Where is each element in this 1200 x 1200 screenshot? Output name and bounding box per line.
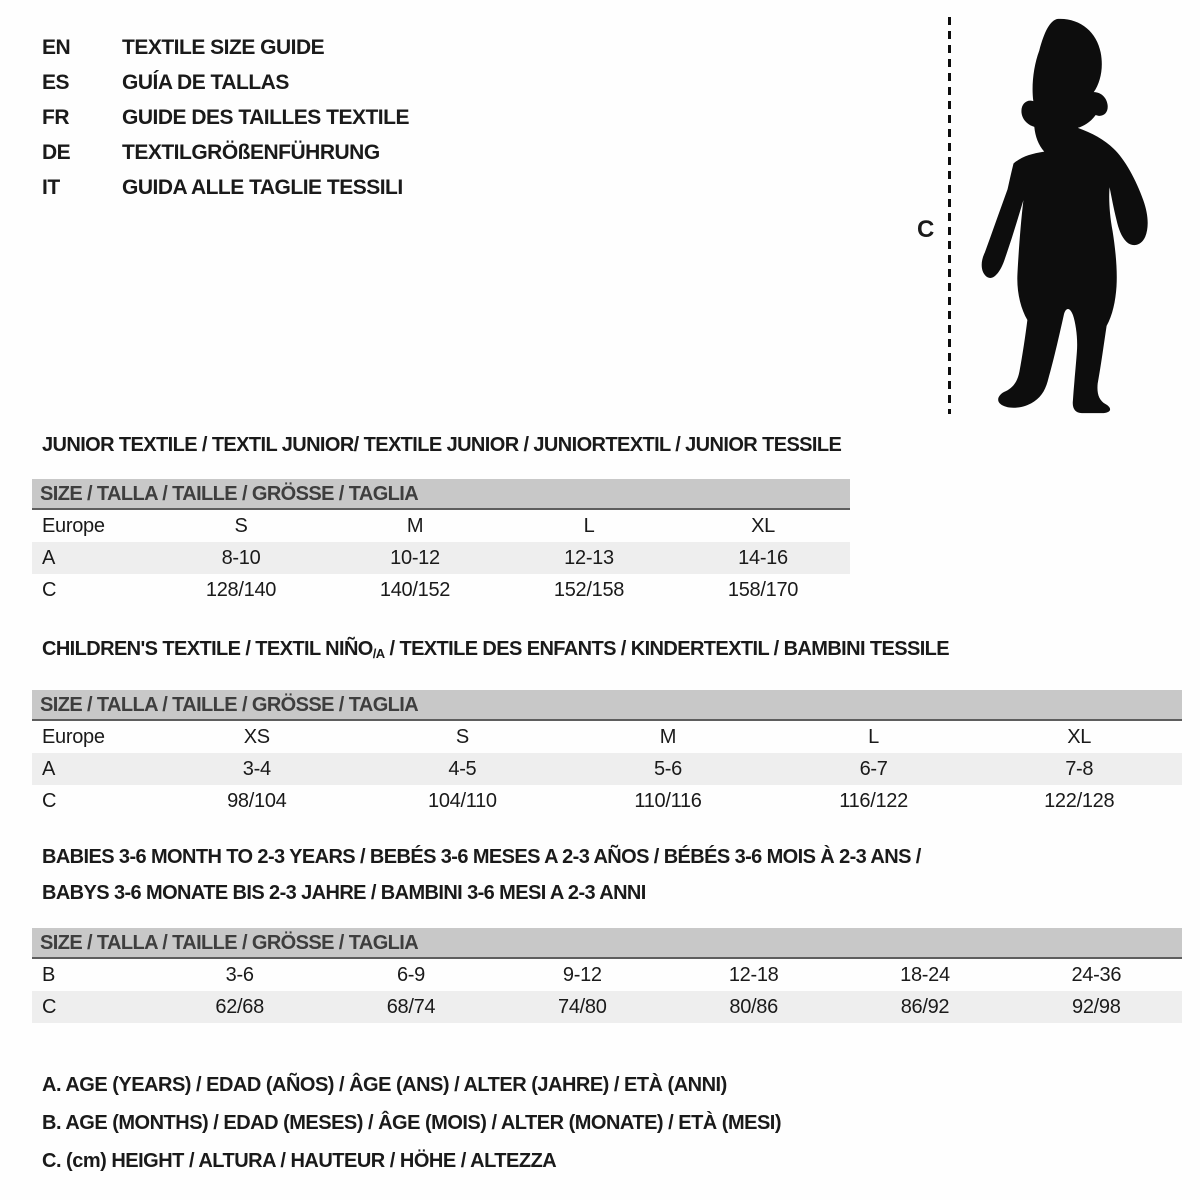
children-size-header-bar: SIZE / TALLA / TAILLE / GRÖSSE / TAGLIA xyxy=(32,690,1182,721)
row-label: C xyxy=(42,995,57,1018)
size-cell: XS xyxy=(243,725,270,748)
legend-line-a: A. AGE (YEARS) / EDAD (AÑOS) / ÂGE (ANS) / ALTER (JAHRE) / ETÀ (ANNI) xyxy=(42,1074,727,1096)
height-dashed-line xyxy=(948,17,951,414)
row-label: C xyxy=(42,789,57,812)
months-cell: 18-24 xyxy=(900,963,950,986)
age-cell: 6-7 xyxy=(859,757,888,780)
language-row xyxy=(42,30,409,65)
months-cell: 6-9 xyxy=(396,963,425,986)
language-code: IT xyxy=(42,175,60,199)
row-label: A xyxy=(42,546,56,569)
language-title: GUÍA DE TALLAS xyxy=(122,70,289,94)
age-cell: 7-8 xyxy=(1065,757,1094,780)
age-cell: 12-13 xyxy=(564,546,614,569)
language-title: GUIDE DES TAILLES TEXTILE xyxy=(122,105,409,129)
language-row xyxy=(42,100,409,135)
height-cell: 92/98 xyxy=(1072,995,1121,1018)
height-cell: 62/68 xyxy=(215,995,264,1018)
size-cell: XL xyxy=(751,514,775,537)
legend xyxy=(42,1066,781,1180)
junior-row-europe xyxy=(32,510,850,542)
height-cell: 158/170 xyxy=(727,578,799,601)
language-code: FR xyxy=(42,105,69,129)
height-cell: 122/128 xyxy=(1044,789,1115,812)
children-section-title xyxy=(42,638,949,661)
height-cell: 80/86 xyxy=(729,995,778,1018)
toddler-silhouette-shape xyxy=(982,19,1148,413)
height-cell: 98/104 xyxy=(227,789,287,812)
language-title: GUIDA ALLE TAGLIE TESSILI xyxy=(122,175,403,199)
row-label: C xyxy=(42,578,57,601)
months-cell: 24-36 xyxy=(1071,963,1122,986)
junior-section-title: JUNIOR TEXTILE / TEXTIL JUNIOR/ TEXTILE JUNIOR / JUNIORTEXTIL / JUNIOR TESSILE xyxy=(42,434,842,456)
language-title: TEXTILGRÖßENFÜHRUNG xyxy=(122,140,380,164)
months-cell: 3-6 xyxy=(225,963,254,986)
children-title-subscript: /A xyxy=(372,646,385,661)
height-cell: 68/74 xyxy=(386,995,436,1018)
babies-section-title-line2: BABYS 3-6 MONATE BIS 2-3 JAHRE / BAMBINI 3-6 MESI A 2-3 ANNI xyxy=(42,882,646,904)
age-cell: 8-10 xyxy=(221,546,261,569)
row-label: Europe xyxy=(42,725,105,748)
language-code: DE xyxy=(42,140,71,164)
months-cell: 9-12 xyxy=(562,963,602,986)
height-cell: 152/158 xyxy=(553,578,625,601)
junior-row-age xyxy=(32,542,850,574)
children-title-main: CHILDREN'S TEXTILE / TEXTIL NIÑO xyxy=(42,638,373,660)
size-cell: M xyxy=(659,725,677,748)
height-cell: 140/152 xyxy=(379,578,451,601)
height-cell: 104/110 xyxy=(428,789,497,812)
size-cell: M xyxy=(406,514,424,537)
height-cell: 110/116 xyxy=(634,789,702,812)
size-cell: L xyxy=(583,514,595,537)
size-cell: S xyxy=(234,514,248,537)
height-cell: 116/122 xyxy=(839,789,908,812)
children-title-rest: / TEXTILE DES ENFANTS / KINDERTEXTIL / BAMBINI TESSILE xyxy=(384,638,950,660)
babies-row-height xyxy=(32,991,1182,1023)
junior-row-height xyxy=(32,574,850,606)
children-size-table xyxy=(32,690,1182,817)
row-label: B xyxy=(42,963,56,986)
legend-line-c: C. (cm) HEIGHT / ALTURA / HAUTEUR / HÖHE / ALTEZZA xyxy=(42,1150,557,1172)
babies-size-header-bar: SIZE / TALLA / TAILLE / GRÖSSE / TAGLIA xyxy=(32,928,1182,959)
baby-silhouette-image xyxy=(962,14,1170,416)
age-cell: 3-4 xyxy=(242,757,271,780)
language-row xyxy=(42,65,409,100)
size-cell: L xyxy=(868,725,879,748)
language-code: EN xyxy=(42,35,71,59)
height-cell: 74/80 xyxy=(558,995,607,1018)
language-code: ES xyxy=(42,70,70,94)
height-measure-label: C xyxy=(917,216,935,243)
row-label: Europe xyxy=(42,514,105,537)
age-cell: 10-12 xyxy=(390,546,440,569)
size-cell: S xyxy=(455,725,469,748)
row-label: A xyxy=(42,757,56,780)
language-title: TEXTILE SIZE GUIDE xyxy=(122,35,325,59)
babies-row-months xyxy=(32,959,1182,991)
language-list xyxy=(42,30,409,205)
age-cell: 5-6 xyxy=(653,757,682,780)
children-row-europe xyxy=(32,721,1182,753)
legend-line-b: B. AGE (MONTHS) / EDAD (MESES) / ÂGE (MOIS) / ALTER (MONATE) / ETÀ (MESI) xyxy=(42,1112,782,1134)
age-cell: 14-16 xyxy=(738,546,788,569)
language-row xyxy=(42,170,409,205)
babies-size-table xyxy=(32,928,1182,1023)
age-cell: 4-5 xyxy=(448,757,477,780)
months-cell: 12-18 xyxy=(728,963,779,986)
height-cell: 86/92 xyxy=(900,995,950,1018)
junior-size-header-bar: SIZE / TALLA / TAILLE / GRÖSSE / TAGLIA xyxy=(32,479,850,510)
children-row-age xyxy=(32,753,1182,785)
junior-size-table xyxy=(32,479,850,606)
language-row xyxy=(42,135,409,170)
children-row-height xyxy=(32,785,1182,817)
height-cell: 128/140 xyxy=(205,578,277,601)
size-cell: XL xyxy=(1067,725,1092,748)
babies-section-title-line1: BABIES 3-6 MONTH TO 2-3 YEARS / BEBÉS 3-6 MESES A 2-3 AÑOS / BÉBÉS 3-6 MOIS À 2-3 ANS / xyxy=(42,846,921,868)
